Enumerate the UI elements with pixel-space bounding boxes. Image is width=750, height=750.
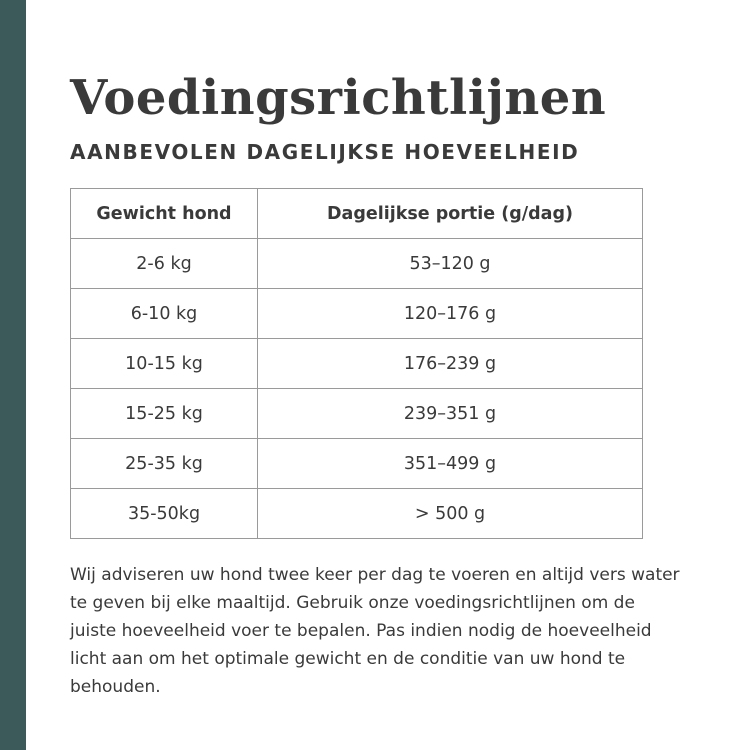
portion-cell: 120–176 g [258, 289, 643, 339]
table-header-row [71, 189, 643, 239]
table-row [71, 289, 643, 339]
page-title: Voedingsrichtlijnen [70, 70, 607, 126]
table-row [71, 439, 643, 489]
portion-cell: 239–351 g [258, 389, 643, 439]
portion-cell: 351–499 g [258, 439, 643, 489]
feeding-table [70, 188, 643, 539]
weight-cell: 10-15 kg [71, 339, 258, 389]
portion-cell: 176–239 g [258, 339, 643, 389]
header-weight: Gewicht hond [71, 189, 258, 239]
weight-cell: 6-10 kg [71, 289, 258, 339]
feeding-description: Wij adviseren uw hond twee keer per dag te voeren en altijd vers water te geven bij elke maaltijd. Gebruik onze voedingsrichtlijnen om de juiste hoeveelheid voer te bepalen. Pas indien nodig de hoeveelheid licht aan om het optimale gewicht en de conditie van uw hond te behouden. [70, 565, 680, 697]
weight-cell: 15-25 kg [71, 389, 258, 439]
page-subtitle: AANBEVOLEN DAGELIJKSE HOEVEELHEID [70, 140, 580, 164]
table-row [71, 339, 643, 389]
weight-cell: 35-50kg [71, 489, 258, 539]
weight-cell: 2-6 kg [71, 239, 258, 289]
table-row [71, 389, 643, 439]
header-portion: Dagelijkse portie (g/dag) [258, 189, 643, 239]
side-accent-bar [0, 0, 26, 750]
weight-cell: 25-35 kg [71, 439, 258, 489]
portion-cell: 53–120 g [258, 239, 643, 289]
table-row [71, 239, 643, 289]
table-row [71, 489, 643, 539]
portion-cell: > 500 g [258, 489, 643, 539]
